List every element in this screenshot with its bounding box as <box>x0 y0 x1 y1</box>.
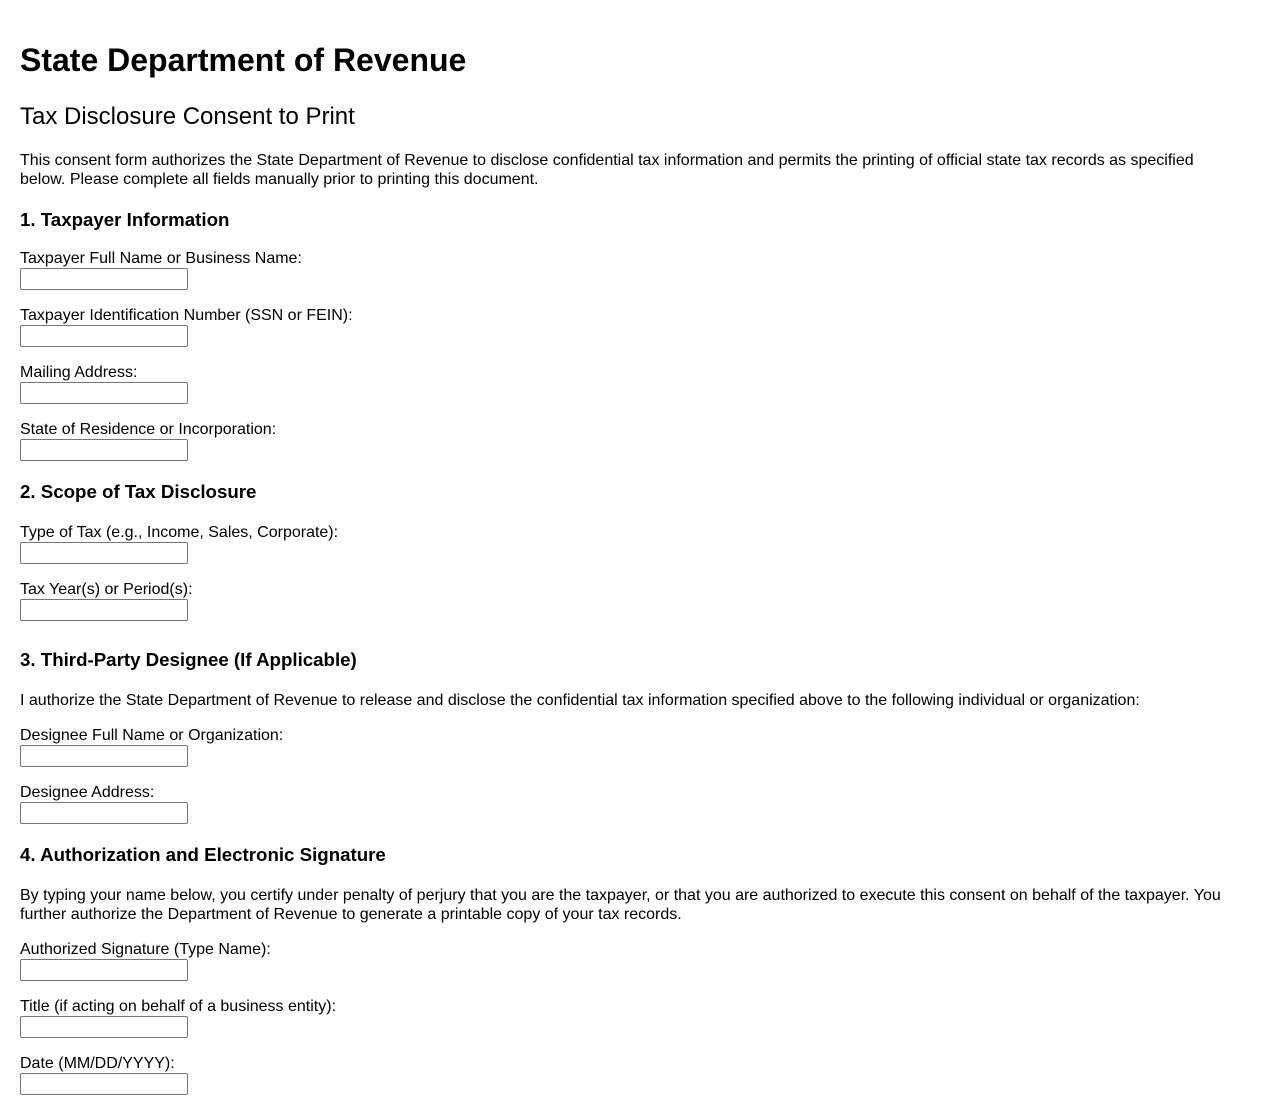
section-third-party-designee <box>20 649 1242 824</box>
section-scope-of-disclosure <box>20 481 1242 621</box>
field-taxpayer-id <box>20 306 1242 347</box>
taxpayer-name-label: Taxpayer Full Name or Business Name: <box>20 250 302 267</box>
field-mailing-address <box>20 363 1242 404</box>
state-residence-label: State of Residence or Incorporation: <box>20 421 277 438</box>
signature-input[interactable] <box>20 959 188 981</box>
field-tax-type <box>20 523 1242 564</box>
taxpayer-name-input[interactable] <box>20 268 188 290</box>
section-heading-scope: 2. Scope of Tax Disclosure <box>20 481 257 502</box>
designee-authorization-text: I authorize the State Department of Revenue to release and disclose the confidential tax information specified above to the following individual or organization: <box>20 692 1140 709</box>
designee-address-label: Designee Address: <box>20 784 155 801</box>
field-tax-period <box>20 580 1242 621</box>
section-heading-designee: 3. Third-Party Designee (If Applicable) <box>20 649 357 670</box>
field-taxpayer-name <box>20 249 1242 290</box>
state-residence-input[interactable] <box>20 439 188 461</box>
signature-label: Authorized Signature (Type Name): <box>20 941 271 958</box>
section-heading-authorization: 4. Authorization and Electronic Signature <box>20 844 386 865</box>
title-label: Title (if acting on behalf of a business entity): <box>20 998 337 1015</box>
section-authorization-signature <box>20 844 1242 1095</box>
field-signature <box>20 940 1242 981</box>
taxpayer-id-label: Taxpayer Identification Number (SSN or FEIN): <box>20 307 353 324</box>
tax-type-label: Type of Tax (e.g., Income, Sales, Corporate): <box>20 524 339 541</box>
form-subtitle: Tax Disclosure Consent to Print <box>20 103 355 130</box>
mailing-address-input[interactable] <box>20 382 188 404</box>
section-taxpayer-information <box>20 209 1242 461</box>
mailing-address-label: Mailing Address: <box>20 364 138 381</box>
taxpayer-id-input[interactable] <box>20 325 188 347</box>
tax-period-input[interactable] <box>20 599 188 621</box>
authorization-certification-text: By typing your name below, you certify under penalty of perjury that you are the taxpayer, or that you are authorized to execute this consent on behalf of the taxpayer. You further authorize the Department of Revenue to generate a printable copy of your tax records. <box>20 887 1221 923</box>
field-designee-address <box>20 783 1242 824</box>
tax-period-label: Tax Year(s) or Period(s): <box>20 581 193 598</box>
date-input[interactable] <box>20 1073 188 1095</box>
field-state-residence <box>20 420 1242 461</box>
intro-text: This consent form authorizes the State Department of Revenue to disclose confidential tax information and permits the printing of official state tax records as specified below. Please complete all fields manually prior to printing this document. <box>20 152 1194 188</box>
designee-name-label: Designee Full Name or Organization: <box>20 727 284 744</box>
date-label: Date (MM/DD/YYYY): <box>20 1055 175 1072</box>
title-input[interactable] <box>20 1016 188 1038</box>
designee-address-input[interactable] <box>20 802 188 824</box>
section-heading-taxpayer: 1. Taxpayer Information <box>20 209 230 230</box>
designee-name-input[interactable] <box>20 745 188 767</box>
page-title: State Department of Revenue <box>20 42 467 78</box>
tax-type-input[interactable] <box>20 542 188 564</box>
field-designee-name <box>20 726 1242 767</box>
field-title <box>20 997 1242 1038</box>
field-date <box>20 1054 1242 1095</box>
